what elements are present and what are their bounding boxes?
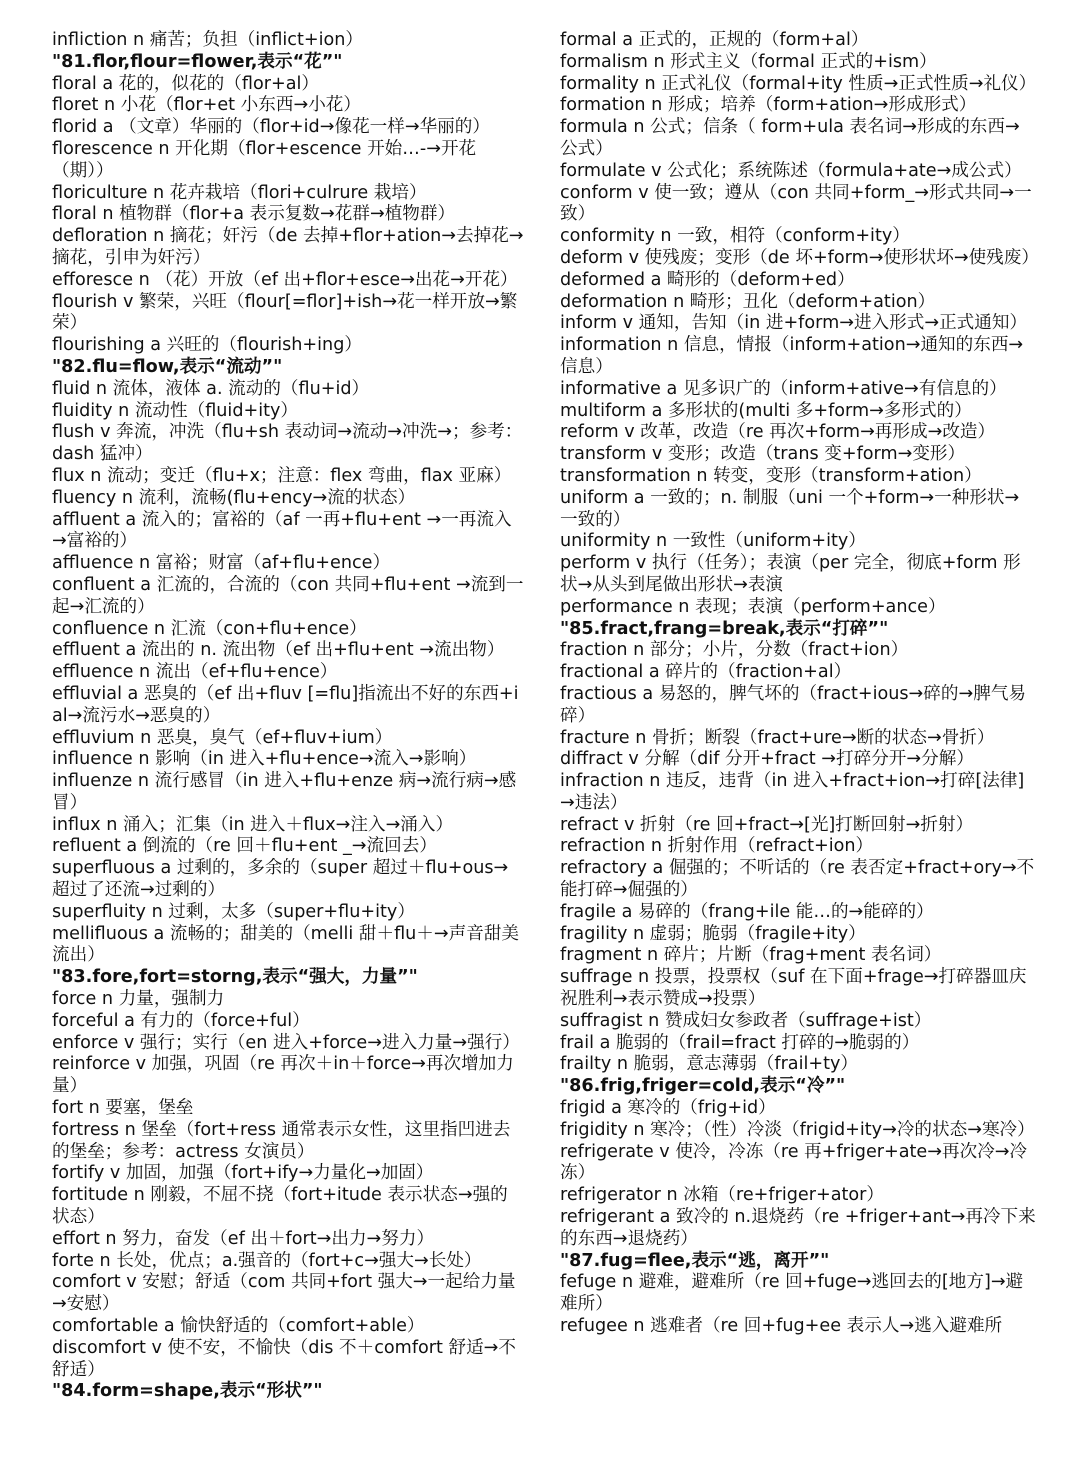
word-entry: transform v 变形；改造（trans 变+form→变形） xyxy=(560,444,966,465)
word-entry: flourish v 繁荣，兴旺（flour[=flor]+ish→花一样开放→繁荣） xyxy=(52,291,518,334)
word-entry: floriculture n 花卉栽培（flori+culrure 栽培） xyxy=(52,182,427,203)
word-entry: formula n 公式；信条（ form+ula 表名词→形成的东西→公式） xyxy=(560,117,1020,159)
word-entry: superfluous a 过剩的，多余的（super 超过＋flu+ous→超过了还流→过剩的） xyxy=(52,858,509,901)
word-entry: discomfort v 使不安，不愉快（dis 不＋comfort 舒适→不舒适） xyxy=(52,1337,517,1380)
word-entry: influenze n 流行感冒（in 进入+flu+enze 病→流行病→感冒） xyxy=(52,771,517,813)
word-entry: frigidity n 寒冷；（性）冷淡（frigid+ity→冷的状态→寒冷） xyxy=(560,1119,1035,1140)
word-entry: frailty n 脆弱，意志薄弱（frail+ty） xyxy=(560,1054,859,1075)
left-column xyxy=(52,30,524,1403)
word-entry: effluent a 流出的 n. 流出物（ef 出+flu+ent →流出物） xyxy=(52,640,505,661)
word-entry: flourishing a 兴旺的（flourish+ing） xyxy=(52,335,362,356)
word-entry: defloration n 摘花；奸污（de 去掉+flor+ation→去掉花→摘花，引申为奸污） xyxy=(52,226,524,268)
word-entry: influence n 影响（in 进入+flu+ence→流入→影响） xyxy=(52,749,477,770)
word-entry: uniformity n 一致性（uniform+ity） xyxy=(560,531,866,552)
word-entry: conform v 使一致；遵从（con 共同+form_→形式共同→一致） xyxy=(560,182,1032,225)
word-entry: formality n 正式礼仪（formal+ity 性质→正式性质→礼仪） xyxy=(560,73,1037,94)
word-entry: conformity n 一致，相符（conform+ity） xyxy=(560,226,910,247)
word-entry: fort n 要塞，堡垒 xyxy=(52,1098,194,1119)
word-entry: inform v 通知，告知（in 进+form→进入形式→正式通知） xyxy=(560,313,1028,334)
word-entry: frigid a 寒冷的（frig+id） xyxy=(560,1098,776,1119)
word-entry: refrigerant a 致冷的 n.退烧药（re +friger+ant→再冷下来的东西→退烧药） xyxy=(560,1207,1036,1249)
word-entry: uniform a 一致的；n. 制服（uni 一个+form→一种形状→一致的） xyxy=(560,487,1020,530)
word-entry: reinforce v 加强，巩固（re 再次＋in＋force→再次增加力量） xyxy=(52,1054,514,1097)
word-entry: informative a 见多识广的（inform+ative→有信息的） xyxy=(560,378,1007,399)
word-entry: deformation n 畸形；丑化（deform+ation） xyxy=(560,291,936,312)
word-entry: influx n 涌入；汇集（in 进入＋flux→注入→涌入） xyxy=(52,814,454,835)
word-entry: refluent a 倒流的（re 回＋flu+ent _→流回去） xyxy=(52,836,437,857)
word-entry: perform v 执行（任务）；表演（per 完全，彻底+form 形状→从头到尾做出形状→表演 xyxy=(560,553,1021,595)
word-entry: fefuge n 避难，避难所（re 回+fuge→逃回去的[地方]→避难所） xyxy=(560,1272,1024,1315)
word-entry: performance n 表现；表演（perform+ance） xyxy=(560,596,946,617)
word-entry: refract v 折射（re 回+fract→[光]打断回射→折射） xyxy=(560,814,974,835)
word-entry: forte n 长处，优点；a.强音的（fort+c→强大→长处） xyxy=(52,1250,482,1271)
section-heading: "85.fract,frang=break,表示“打碎”" xyxy=(560,618,889,639)
word-entry: fluidity n 流动性（fluid+ity） xyxy=(52,400,299,421)
word-entry: reform v 改革，改造（re 再次+form→再形成→改造） xyxy=(560,422,996,443)
word-entry: confluent a 汇流的，合流的（con 共同+flu+ent →流到一起→汇流的） xyxy=(52,574,524,617)
right-column xyxy=(560,30,1039,1338)
word-entry: transformation n 转变，变形（transform+ation） xyxy=(560,465,982,486)
word-entry: refugee n 逃难者（re 回+fug+ee 表示人→逃入避难所 xyxy=(560,1316,1003,1337)
word-entry: diffract v 分解（dif 分开+fract →打碎分开→分解） xyxy=(560,749,974,770)
word-entry: superfluity n 过剩，太多（super+flu+ity） xyxy=(52,901,415,922)
section-heading: "86.frig,friger=cold,表示“冷”" xyxy=(560,1076,846,1097)
word-entry: infliction n 痛苦；负担（inflict+ion） xyxy=(52,30,364,50)
word-entry: information n 信息，情报（inform+ation→通知的东西→信息） xyxy=(560,335,1024,377)
word-entry: fractional a 碎片的（fraction+al） xyxy=(560,662,852,683)
section-heading: "81.flor,flour=flower,表示“花”" xyxy=(52,51,343,72)
word-entry: fluency n 流利，流畅(flu+ency→流的状态） xyxy=(52,487,416,508)
word-entry: flush v 奔流，冲洗（flu+sh 表动词→流动→冲洗→；参考：dash 猛冲） xyxy=(52,422,523,465)
word-entry: fragile a 易碎的（frang+ile 能…的→能碎的） xyxy=(560,901,934,922)
word-entry: effluvium n 恶臭，臭气（ef+fluv+ium） xyxy=(52,727,393,748)
word-entry: fragment n 碎片；片断（frag+ment 表名词） xyxy=(560,945,942,966)
word-entry: efforesce n （花）开放（ef 出+flor+esce→出花→开花） xyxy=(52,269,518,290)
word-entry: florid a （文章）华丽的（flor+id→像花一样→华丽的） xyxy=(52,117,490,138)
word-entry: fortress n 堡垒（fort+ress 通常表示女性，这里指凹进去的堡垒；参考：actress 女演员） xyxy=(52,1119,511,1162)
word-entry: comfortable a 愉快舒适的（comfort+able） xyxy=(52,1316,425,1337)
word-entry: refractory a 倔强的；不听话的（re 表否定+fract+ory→不能打碎→倔强的） xyxy=(560,858,1035,901)
word-entry: fraction n 部分；小片，分数（fract+ion） xyxy=(560,640,909,661)
word-entry: affluence n 富裕；财富（af+flu+ence） xyxy=(52,553,391,574)
word-entry: forceful a 有力的（force+ful） xyxy=(52,1010,310,1031)
word-entry: suffragist n 赞成妇女参政者（suffrage+ist） xyxy=(560,1010,932,1031)
word-entry: fluid n 流体，液体 a. 流动的（flu+id） xyxy=(52,378,370,399)
word-entry: floret n 小花（flor+et 小东西→小花） xyxy=(52,95,361,116)
word-entry: floral a 花的，似花的（flor+al） xyxy=(52,73,319,94)
word-entry: refrigerate v 使冷，冷冻（re 再+friger+ate→再次冷→冷冻） xyxy=(560,1141,1028,1184)
word-entry: force n 力量，强制力 xyxy=(52,989,225,1010)
word-entry: suffrage n 投票，投票权（suf 在下面+frage→打碎器皿庆祝胜利→表示赞成→投票） xyxy=(560,967,1027,1010)
word-entry: effluvial a 恶臭的（ef 出+fluv [=flu]指流出不好的东西+ial→流污水→恶臭的） xyxy=(52,683,519,726)
word-entry: formation n 形成；培养（form+ation→形成形式） xyxy=(560,95,977,116)
word-entry: affluent a 流入的；富裕的（af 一再+flu+ent →一再流入→富裕的） xyxy=(52,509,512,552)
word-entry: formulate v 公式化；系统陈述（formula+ate→成公式） xyxy=(560,160,1022,181)
word-entry: florescence n 开化期（flor+escence 开始…-→开花（期）） xyxy=(52,138,477,181)
word-entry: formalism n 形式主义（formal 正式的+ism） xyxy=(560,51,937,72)
word-entry: multiform a 多形状的(multi 多+form→多形式的） xyxy=(560,400,972,421)
word-entry: fractious a 易怒的，脾气坏的（fract+ious→碎的→脾气易碎） xyxy=(560,683,1027,726)
word-entry: effluence n 流出（ef+flu+ence） xyxy=(52,662,338,683)
word-entry: deform v 使残废；变形（de 坏+form→使形状坏→使残废） xyxy=(560,247,1039,268)
word-entry: fragility n 虚弱；脆弱（fragile+ity） xyxy=(560,923,866,944)
word-entry: fortify v 加固，加强（fort+ify→力量化→加固） xyxy=(52,1163,434,1184)
word-entry: fracture n 骨折；断裂（fract+ure→断的状态→骨折） xyxy=(560,727,995,748)
word-entry: confluence n 汇流（con+flu+ence） xyxy=(52,618,367,639)
word-entry: flux n 流动；变迁（flu+x；注意：flex 弯曲，flax 亚麻） xyxy=(52,465,512,486)
section-heading: "87.fug=flee,表示“逃，离开”" xyxy=(560,1250,830,1271)
section-heading: "84.form=shape,表示“形状”" xyxy=(52,1381,323,1402)
word-entry: deformed a 畸形的（deform+ed） xyxy=(560,269,855,290)
word-entry: formal a 正式的，正规的（form+al） xyxy=(560,30,869,50)
word-entry: comfort v 安慰；舒适（com 共同+fort 强大→一起给力量→安慰） xyxy=(52,1272,516,1315)
word-entry: effort n 努力，奋发（ef 出＋fort→出力→努力） xyxy=(52,1228,435,1249)
section-heading: "82.flu=flow,表示“流动”" xyxy=(52,356,283,377)
word-entry: fortitude n 刚毅，不屈不挠（fort+itude 表示状态→强的状态） xyxy=(52,1185,508,1228)
word-entry: infraction n 违反，违背（in 进入+fract+ion→打碎[法律]→违法） xyxy=(560,771,1025,813)
word-entry: refraction n 折射作用（refract+ion） xyxy=(560,836,874,857)
word-entry: mellifluous a 流畅的；甜美的（melli 甜＋flu＋→声音甜美流出） xyxy=(52,923,520,966)
word-entry: refrigerator n 冰箱（re+friger+ator） xyxy=(560,1185,884,1206)
section-heading: "83.fore,fort=storng,表示“强大，力量”" xyxy=(52,967,418,988)
word-entry: floral n 植物群（flor+a 表示复数→花群→植物群） xyxy=(52,204,456,225)
word-entry: enforce v 强行；实行（en 进入+force→进入力量→强行） xyxy=(52,1032,520,1053)
word-entry: frail a 脆弱的（frail=fract 打碎的→脆弱的） xyxy=(560,1032,920,1053)
